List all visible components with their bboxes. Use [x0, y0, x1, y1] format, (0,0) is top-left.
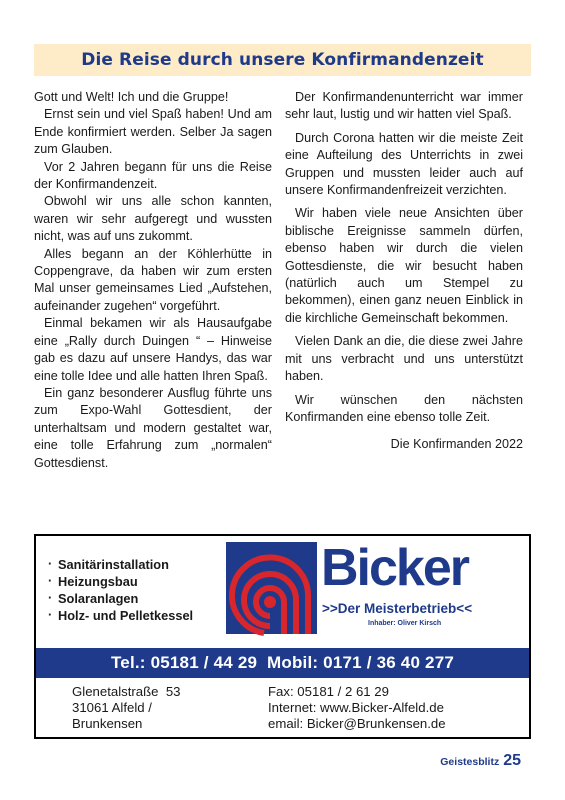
- paragraph: Gott und Welt! Ich und die Gruppe!: [34, 90, 229, 104]
- owner-line: Inhaber: Oliver Kirsch: [368, 620, 442, 627]
- advertisement: [34, 534, 531, 739]
- left-column: [34, 89, 272, 472]
- paragraph: Vor 2 Jahren begann für uns die Reise der Konfirmandenzeit.: [34, 159, 272, 192]
- address-line: Glenetalstraße 53: [72, 684, 181, 699]
- page-footer: [440, 752, 521, 770]
- services-list: [48, 556, 193, 624]
- service-item: · Holz- und Pelletkessel: [48, 607, 193, 624]
- service-item: · Heizungsbau: [48, 573, 193, 590]
- bicker-swirl-logo-icon: [224, 540, 319, 636]
- right-column: [285, 89, 523, 460]
- address-line: Brunkensen: [72, 716, 143, 731]
- article-title: Die Reise durch unsere Konfirmandenzeit: [81, 50, 484, 70]
- fax-line: Fax: 05181 / 2 61 29: [268, 684, 389, 699]
- service-item: · Sanitärinstallation: [48, 556, 193, 573]
- brand-name: Bicker: [321, 539, 468, 597]
- paragraph: Durch Corona hatten wir die meiste Zeit eine Aufteilung des Unterrichts in zwei Gruppen und mussten leider auch auf unsere Konfirmandenfreizeit verzichten.: [285, 130, 523, 198]
- magazine-name: Geistesblitz: [440, 756, 500, 768]
- phone-numbers: Tel.: 05181 / 44 29 Mobil: 0171 / 36 40 277: [110, 653, 454, 672]
- paragraph: Alles begann an der Köhlerhütte in Coppengrave, da haben wir zum ersten Mal unser gemeinsames Lied „Aufstehen, aufeinander zugehen“ vorgeführt.: [34, 246, 272, 313]
- page-number: 25: [503, 752, 521, 769]
- title-banner: [34, 44, 531, 76]
- address-block: [72, 684, 181, 732]
- contact-block: [268, 684, 446, 732]
- address-line: 31061 Alfeld /: [72, 700, 152, 715]
- website-link[interactable]: Internet: www.Bicker-Alfeld.de: [268, 700, 444, 715]
- paragraph: Ein ganz besonderer Ausflug führte uns zum Expo-Wahl Gottesdient, der unterhaltsam und modern gestaltet war, eine tolle Erfahrung zum „normalen“ Gottesdienst.: [34, 385, 272, 470]
- brand-tagline: >>Der Meisterbetrieb<<: [322, 601, 473, 616]
- paragraph: Wir haben viele neue Ansichten über biblische Ereignisse sammeln dürfen, ebenso haben wir durch die vielen Gottesdienste, die wir besucht haben (natürlich auch um Stempel zu bekommen), einen ganz neuen Einblick in die kirchliche Gemeinschaft bekommen.: [285, 206, 523, 325]
- signature: Die Konfirmanden 2022: [390, 437, 523, 452]
- paragraph: Einmal bekamen wir als Hausaufgabe eine „Rally durch Duingen “ – Hinweise gab es dazu auf unsere Handys, das war eine tolle Idee und alle hatten Ihren Spaß.: [34, 316, 272, 383]
- phone-bar: [36, 648, 529, 678]
- paragraph: Der Konfirmandenunterricht war immer sehr laut, lustig und wir hatten viel Spaß.: [285, 90, 523, 122]
- email-link[interactable]: email: Bicker@Brunkensen.de: [268, 716, 446, 731]
- paragraph: Obwohl wir uns alle schon kannten, waren wir sehr aufgeregt und wussten nicht, was auf uns zukommt.: [34, 194, 272, 244]
- paragraph: Ernst sein und viel Spaß haben! Und am Ende konfirmiert werden. Selber Ja sagen zum Glauben.: [34, 107, 272, 157]
- service-item: · Solaranlagen: [48, 590, 193, 607]
- paragraph: Vielen Dank an die, die diese zwei Jahre mit uns verbracht und uns unterstützt haben.: [285, 334, 523, 384]
- paragraph: Wir wünschen den nächsten Konfirmanden eine ebenso tolle Zeit.: [285, 392, 523, 424]
